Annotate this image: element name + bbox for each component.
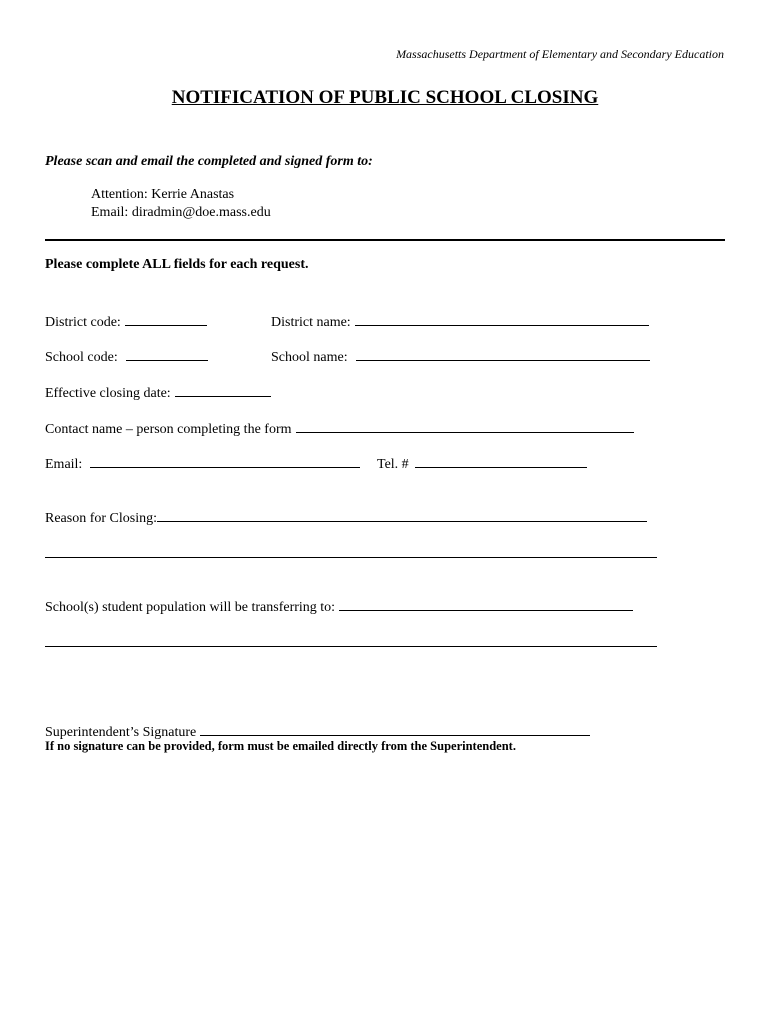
school-code-field: [45, 346, 208, 366]
form-title: NOTIFICATION OF PUBLIC SCHOOL CLOSING: [171, 87, 599, 108]
signature-field: [45, 721, 590, 741]
school-name-label: School name:: [271, 350, 348, 365]
school-code-label: School code:: [45, 350, 118, 365]
contact-name-field: [45, 418, 634, 438]
school-name-blank[interactable]: [356, 346, 650, 361]
district-name-label: District name:: [271, 315, 351, 330]
contact-name-blank[interactable]: [296, 418, 634, 433]
email-blank[interactable]: [90, 453, 360, 468]
district-code-blank[interactable]: [125, 311, 207, 326]
tel-blank[interactable]: [415, 453, 587, 468]
school-code-blank[interactable]: [126, 346, 208, 361]
email-field: [45, 453, 360, 473]
district-code-field: [45, 311, 207, 331]
district-name-field: [271, 311, 649, 331]
email-label: Email:: [45, 457, 83, 472]
tel-field: [377, 453, 587, 473]
transferring-to-field: [45, 596, 633, 616]
reason-blank[interactable]: [157, 507, 647, 522]
effective-closing-date-label: Effective closing date:: [45, 386, 171, 401]
transferring-to-blank[interactable]: [339, 596, 633, 611]
attention-line: Attention: Kerrie Anastas: [91, 187, 235, 202]
signature-blank[interactable]: [200, 721, 590, 736]
complete-all-notice: Please complete ALL fields for each request.: [45, 257, 309, 272]
transferring-to-label: School(s) student population will be transferring to:: [45, 600, 336, 615]
effective-closing-date-blank[interactable]: [175, 382, 271, 397]
transferring-to-continuation-line[interactable]: [45, 646, 657, 647]
tel-label: Tel. #: [377, 457, 409, 472]
signature-note: If no signature can be provided, form must be emailed directly from the Superintendent.: [45, 739, 516, 753]
signature-label: Superintendent’s Signature: [45, 725, 197, 740]
district-name-blank[interactable]: [355, 311, 649, 326]
agency-header: Massachusetts Department of Elementary and Secondary Education: [396, 47, 724, 61]
school-name-field: [271, 346, 650, 366]
contact-email: Email: diradmin@doe.mass.edu: [91, 205, 271, 220]
divider-rule: [45, 239, 725, 241]
district-code-label: District code:: [45, 315, 121, 330]
effective-closing-date-field: [45, 382, 271, 402]
reason-label: Reason for Closing:: [45, 511, 157, 526]
reason-continuation-line[interactable]: [45, 557, 657, 558]
reason-field: [45, 507, 647, 527]
submission-instructions: Please scan and email the completed and signed form to:: [45, 154, 373, 169]
contact-name-label: Contact name – person completing the form: [45, 422, 292, 437]
